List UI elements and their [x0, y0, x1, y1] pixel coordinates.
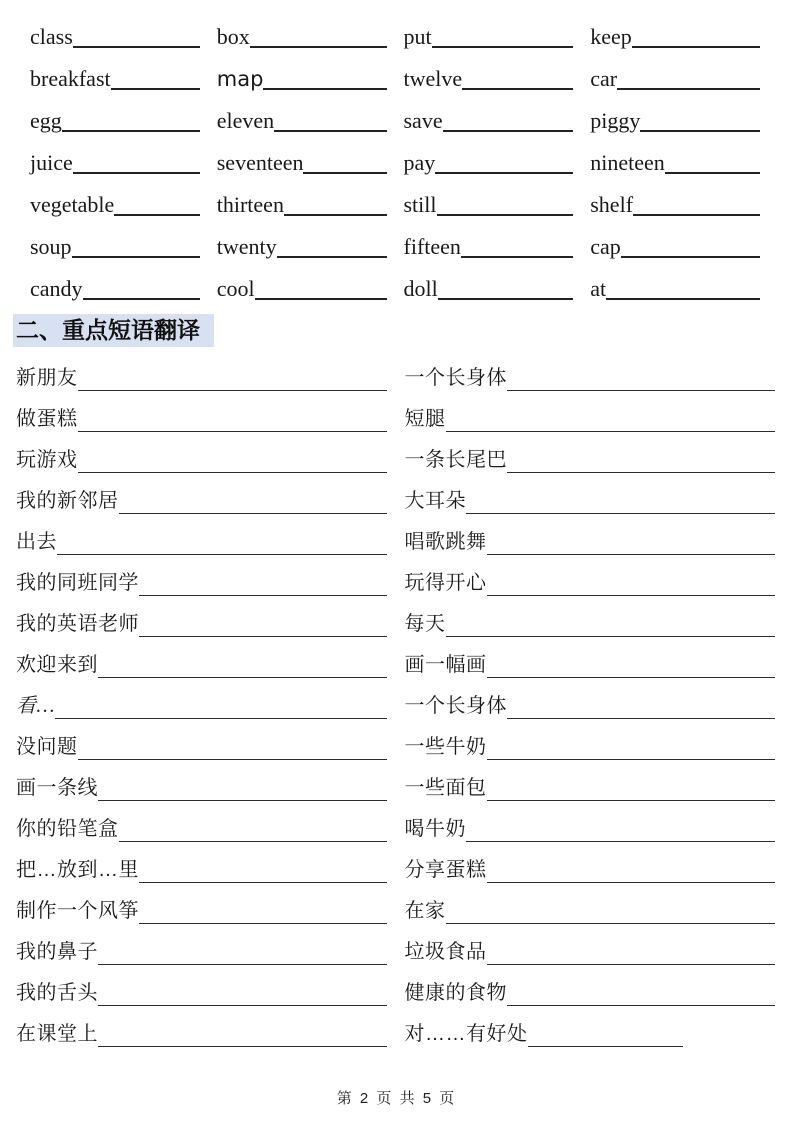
blank-line: [487, 637, 776, 678]
blank-line: [606, 258, 760, 300]
word-label: nineteen: [590, 150, 665, 175]
blank-line: [139, 596, 387, 637]
blank-line: [277, 216, 387, 258]
blank-line: [462, 48, 573, 90]
blank-line: [119, 801, 387, 842]
phrase-label: 你的铅笔盒: [16, 818, 119, 840]
phrase-label: 一些牛奶: [404, 736, 487, 758]
blank-line: [78, 719, 387, 760]
blank-line: [78, 350, 387, 391]
blank-line: [139, 555, 387, 596]
phrase-label: 健康的食物: [404, 982, 507, 1004]
blank-line: [119, 473, 387, 514]
word-cell: [217, 268, 387, 310]
blank-line: [507, 432, 775, 473]
phrase-label: 我的同班同学: [16, 572, 139, 594]
phrase-label: 画一幅画: [404, 654, 487, 676]
word-label: thirteen: [216, 192, 284, 217]
phrase-label: 一个长身体: [404, 367, 507, 389]
blank-line: [72, 216, 200, 258]
blank-line: [274, 90, 386, 132]
phrase-label: 一条长尾巴: [404, 449, 507, 471]
word-label: keep: [590, 24, 632, 49]
word-label: piggy: [590, 108, 641, 133]
word-label: pay: [403, 150, 436, 175]
blank-line: [640, 90, 760, 132]
blank-line: [438, 258, 574, 300]
phrase-row: [16, 1014, 387, 1055]
phrase-column-left: [16, 358, 387, 1055]
blank-line: [98, 924, 387, 965]
phrase-label: 喝牛奶: [404, 818, 466, 840]
blank-line: [507, 678, 775, 719]
word-label: juice: [30, 150, 73, 175]
blank-line: [98, 637, 387, 678]
blank-line: [437, 174, 574, 216]
blank-line: [633, 174, 760, 216]
blank-line: [78, 432, 387, 473]
blank-line: [55, 678, 387, 719]
section2-heading-wrap: [0, 310, 793, 347]
word-label: egg: [30, 108, 62, 133]
phrase-label: 制作一个风筝: [16, 900, 139, 922]
word-label: doll: [403, 276, 438, 301]
phrase-label: 画一条线: [16, 777, 98, 799]
phrase-label: 大耳朵: [404, 490, 466, 512]
page-footer: 第 2 页 共 5 页: [336, 1090, 457, 1107]
phrase-label: 一个长身体: [404, 695, 507, 717]
phrase-label: 我的舌头: [16, 982, 98, 1004]
word-label: map: [216, 67, 264, 91]
blank-line: [432, 6, 574, 48]
blank-line: [466, 473, 775, 514]
phrase-label: 我的鼻子: [16, 941, 98, 963]
word-label: box: [216, 24, 250, 49]
phrase-label: 玩得开心: [404, 572, 487, 594]
phrase-label: 没问题: [16, 736, 78, 758]
word-label: shelf: [590, 192, 634, 217]
phrase-column-right: [405, 358, 776, 1055]
blank-line: [250, 6, 387, 48]
phrase-label: 看…: [16, 695, 55, 717]
blank-line: [487, 760, 776, 801]
phrase-label: 每天: [404, 613, 446, 635]
blank-line: [255, 258, 387, 300]
word-cell: [30, 268, 200, 310]
phrase-label: 新朋友: [16, 367, 78, 389]
word-label: seventeen: [216, 150, 304, 175]
blank-line: [507, 965, 775, 1006]
blank-line: [111, 48, 200, 90]
blank-line: [487, 555, 776, 596]
blank-line: [461, 216, 573, 258]
word-label: at: [590, 276, 607, 301]
word-label: still: [403, 192, 437, 217]
blank-line: [528, 1006, 683, 1047]
phrase-label: 分享蛋糕: [404, 859, 487, 881]
word-label: twelve: [403, 66, 463, 91]
blank-line: [507, 350, 775, 391]
blank-line: [98, 965, 387, 1006]
phrase-label: 在课堂上: [16, 1023, 98, 1045]
blank-line: [284, 174, 387, 216]
blank-line: [446, 391, 776, 432]
phrase-label: 唱歌跳舞: [404, 531, 487, 553]
blank-line: [139, 883, 387, 924]
blank-line: [98, 760, 387, 801]
phrase-label: 玩游戏: [16, 449, 78, 471]
blank-line: [487, 924, 776, 965]
word-label: put: [403, 24, 432, 49]
blank-line: [263, 48, 386, 90]
phrase-label: 短腿: [404, 408, 446, 430]
phrase-label: 做蛋糕: [16, 408, 78, 430]
phrase-row: [405, 1014, 776, 1055]
blank-line: [617, 48, 760, 90]
word-label: cap: [590, 234, 621, 259]
blank-line: [78, 391, 387, 432]
word-cell: [404, 268, 574, 310]
word-label: breakfast: [30, 66, 111, 91]
phrase-label: 对……有好处: [404, 1023, 528, 1045]
phrase-label: 出去: [16, 531, 57, 553]
phrase-label: 垃圾食品: [404, 941, 487, 963]
blank-line: [446, 596, 776, 637]
word-cell: [590, 268, 760, 310]
blank-line: [632, 6, 760, 48]
blank-line: [435, 132, 573, 174]
blank-line: [466, 801, 775, 842]
blank-line: [114, 174, 199, 216]
blank-line: [487, 842, 776, 883]
phrase-label: 把…放到…里: [16, 859, 139, 881]
phrase-label: 一些面包: [404, 777, 487, 799]
word-label: eleven: [216, 108, 275, 133]
phrase-label: 欢迎来到: [16, 654, 98, 676]
phrase-label: 我的英语老师: [16, 613, 139, 635]
blank-line: [73, 132, 200, 174]
section2-heading: 二、重点短语翻译: [13, 314, 214, 347]
word-label: fifteen: [403, 234, 461, 259]
phrase-label: 我的新邻居: [16, 490, 119, 512]
english-word-blanks-section: [0, 0, 793, 310]
blank-line: [303, 132, 386, 174]
blank-line: [57, 514, 387, 555]
word-label: car: [590, 66, 618, 91]
phrase-translation-section: [0, 347, 793, 1055]
word-label: vegetable: [30, 192, 115, 217]
blank-line: [487, 514, 776, 555]
blank-line: [443, 90, 574, 132]
blank-line: [446, 883, 776, 924]
phrase-label: 在家: [404, 900, 446, 922]
blank-line: [621, 216, 760, 258]
word-label: save: [403, 108, 443, 133]
blank-line: [98, 1006, 387, 1047]
blank-line: [83, 258, 200, 300]
word-label: cool: [216, 276, 255, 301]
word-label: class: [30, 24, 73, 49]
blank-line: [73, 6, 200, 48]
word-label: soup: [30, 234, 72, 259]
blank-line: [487, 719, 776, 760]
blank-line: [62, 90, 200, 132]
blank-line: [139, 842, 387, 883]
word-label: twenty: [216, 234, 277, 259]
word-label: candy: [30, 276, 83, 301]
blank-line: [665, 132, 760, 174]
